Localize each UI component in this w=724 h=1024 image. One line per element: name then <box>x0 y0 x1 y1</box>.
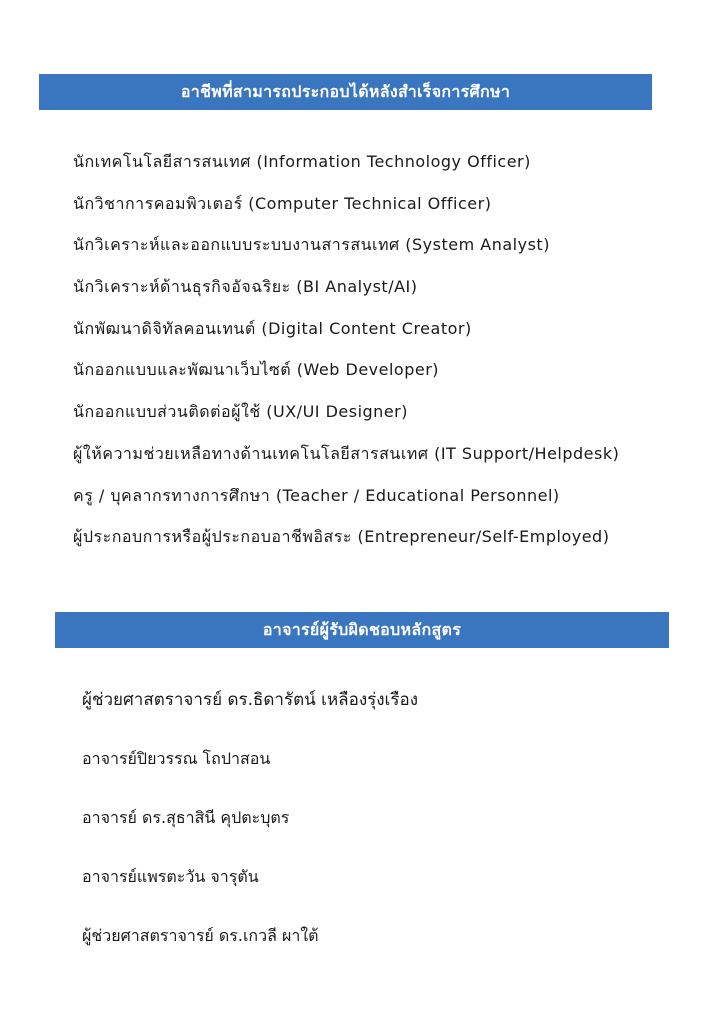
career-item: นักวิชาการคอมพิวเตอร์ (Computer Technical Officer) <box>73 193 492 213</box>
faculty-member: ผู้ช่วยศาสตราจารย์ ดร.ธิดารัตน์ เหลืองรุ่งเรือง <box>82 690 418 710</box>
faculty-member: อาจารย์ ดร.สุธาสินี คุปตะบุตร <box>82 808 290 827</box>
career-item: นักวิเคราะห์และออกแบบระบบงานสารสนเทศ (System Analyst) <box>73 235 550 255</box>
career-item: นักออกแบบส่วนติดต่อผู้ใช้ (UX/UI Designer) <box>73 402 408 422</box>
career-item: นักเทคโนโลยีสารสนเทศ (Information Technology Officer) <box>73 152 531 171</box>
faculty-heading: อาจารย์ผู้รับผิดชอบหลักสูตร <box>262 619 462 639</box>
faculty-list <box>82 680 418 975</box>
faculty-heading-banner <box>55 612 669 648</box>
faculty-member: อาจารย์แพรตะวัน จารุตัน <box>82 867 259 886</box>
career-item: ครู / บุคลากรทางการศึกษา (Teacher / Educational Personnel) <box>73 485 560 505</box>
career-item: ผู้ให้ความช่วยเหลือทางด้านเทคโนโลยีสารสนเทศ (IT Support/Helpdesk) <box>73 443 620 463</box>
career-item: นักพัฒนาดิจิทัลคอนเทนต์ (Digital Content Creator) <box>73 318 472 338</box>
faculty-member: อาจารย์ปิยวรรณ โถปาสอน <box>82 749 271 768</box>
career-item: ผู้ประกอบการหรือผู้ประกอบอาชีพอิสระ (Entrepreneur/Self-Employed) <box>73 527 610 547</box>
faculty-member: ผู้ช่วยศาสตราจารย์ ดร.เกวลี ผาใต้ <box>82 926 319 945</box>
careers-heading-banner <box>39 74 652 110</box>
career-item: นักออกแบบและพัฒนาเว็บไซต์ (Web Developer) <box>73 360 440 380</box>
career-item: นักวิเคราะห์ด้านธุรกิจอัจฉริยะ (BI Analyst/AI) <box>73 277 418 297</box>
careers-list <box>73 147 619 564</box>
careers-heading: อาชีพที่สามารถประกอบได้หลังสำเร็จการศึกษา <box>180 81 511 101</box>
